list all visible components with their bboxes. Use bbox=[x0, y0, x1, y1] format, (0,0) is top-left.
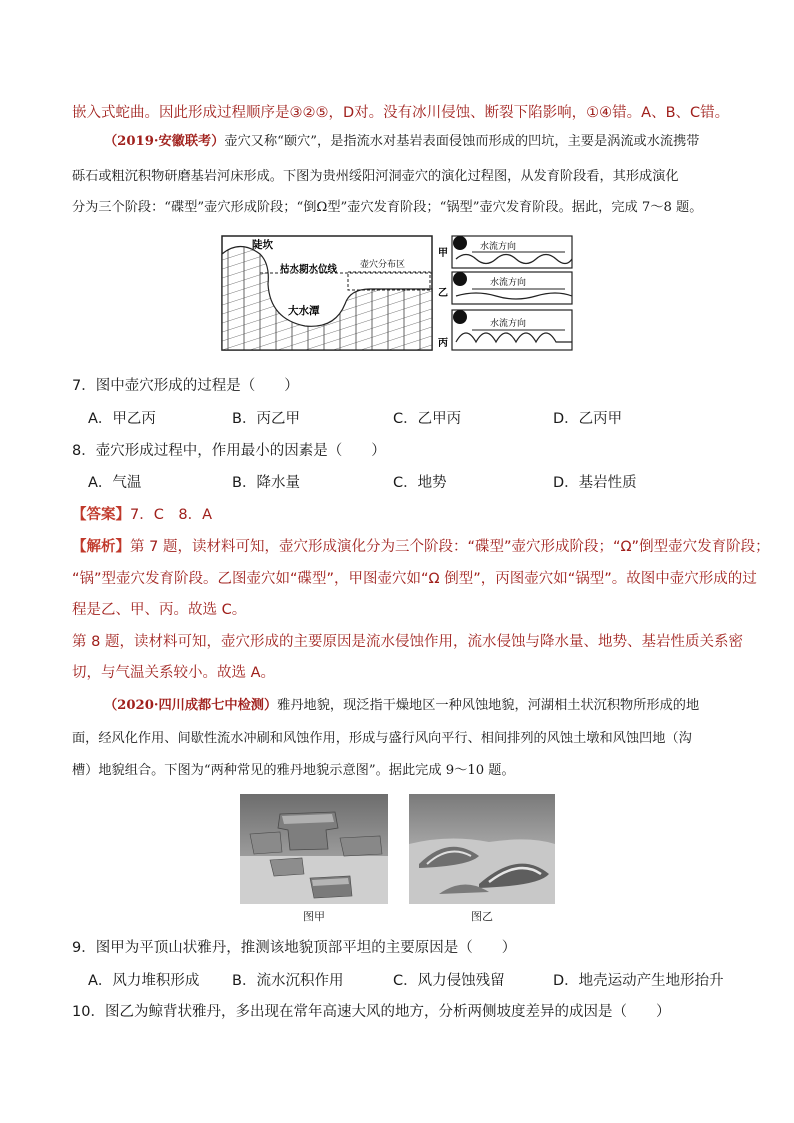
q8-stem: 8．壶穴形成过程中，作用最小的因素是（ ） bbox=[72, 443, 386, 459]
label-pool: 大水潭 bbox=[288, 305, 320, 317]
q8-option-b: B．降水量 bbox=[232, 475, 300, 491]
q7-option-b: B．丙乙甲 bbox=[232, 411, 300, 427]
q9-stem: 9．图甲为平顶山状雅丹，推测该地貌顶部平坦的主要原因是（ ） bbox=[72, 940, 517, 956]
caption-figure-b: 图乙 bbox=[471, 910, 493, 923]
q7-option-a: A．甲乙丙 bbox=[88, 411, 156, 427]
analysis-line5: 切，与气温关系较小。故选 A。 bbox=[72, 665, 276, 681]
source-tag-2: （2020·四川成都七中检测） bbox=[104, 698, 278, 713]
q8-option-c: C．地势 bbox=[393, 475, 447, 491]
continued-explanation: 嵌入式蛇曲。因此形成过程顺序是③②⑤，D对。没有冰川侵蚀、断裂下陷影响，①④错。A、B、C错。 bbox=[72, 105, 730, 121]
q7-8-intro-line1: （2019·安徽联考）壶穴又称“颐穴”，是指流水对基岩表面侵蚀而形成的凹坑，主要是涡流或水流携带 bbox=[104, 134, 700, 149]
analysis-tag: 【解析】 bbox=[72, 539, 130, 555]
q8-option-a: A．气温 bbox=[88, 475, 142, 491]
analysis-line2: “锅”型壶穴发育阶段。乙图壶穴如“碟型”，甲图壶穴如“Ω 倒型”，丙图壶穴如“锅型”。故图中壶穴形成的过 bbox=[72, 571, 757, 587]
svg-text:甲: 甲 bbox=[438, 248, 448, 259]
q9-10-intro-line2: 面，经风化作用、间歇性流水冲刷和风蚀作用，形成与盛行风向平行、相间排列的风蚀土墩和风蚀凹地（沟 bbox=[72, 731, 692, 746]
svg-text:乙: 乙 bbox=[438, 288, 448, 299]
q7-stem: 7．图中壶穴形成的过程是（ ） bbox=[72, 378, 299, 394]
q8-option-d: D．基岩性质 bbox=[553, 475, 637, 491]
panel-yi bbox=[438, 272, 572, 304]
svg-text:水流方向: 水流方向 bbox=[490, 319, 527, 329]
source-tag: （2019·安徽联考） bbox=[104, 134, 225, 149]
analysis-line1: 【解析】第 7 题，读材料可知，壶穴形成演化分为三个阶段：“碟型”壶穴形成阶段；“Ω”倒型壶穴发育阶段； bbox=[72, 539, 770, 555]
answer-text: 7．C 8．A bbox=[130, 507, 212, 523]
answer-tag: 【答案】 bbox=[72, 507, 130, 523]
q9-option-b: B．流水沉积作用 bbox=[232, 973, 344, 989]
q7-8-intro-line2: 砾石或粗沉积物研磨基岩河床形成。下图为贵州绥阳河洞壶穴的演化过程图，从发育阶段看，其形成演化 bbox=[72, 169, 679, 184]
q10-stem: 10．图乙为鲸背状雅丹，多出现在常年高速大风的地方，分析两侧坡度差异的成因是（ ） bbox=[72, 1004, 671, 1020]
yardang-image-b bbox=[409, 794, 555, 904]
panel-bing bbox=[438, 310, 572, 350]
q9-10-intro-line1: （2020·四川成都七中检测）雅丹地貌，现泛指干燥地区一种风蚀地貌，河湖相土状沉积物所形成的地 bbox=[104, 698, 700, 713]
q7-option-c: C．乙甲丙 bbox=[393, 411, 462, 427]
panel-jia bbox=[438, 236, 572, 268]
yardang-image-a bbox=[240, 794, 388, 904]
caption-figure-a: 图甲 bbox=[303, 910, 325, 923]
label-cliff: 陡坎 bbox=[252, 239, 273, 251]
q9-10-intro-line3: 槽）地貌组合。下图为“两种常见的雅丹地貌示意图”。据此完成 9～10 题。 bbox=[72, 763, 515, 778]
q9-option-d: D．地壳运动产生地形抬升 bbox=[553, 973, 724, 989]
q7-8-intro-line3: 分为三个阶段：“碟型”壶穴形成阶段；“倒Ω型”壶穴发育阶段；“锅型”壶穴发育阶段。据此，完成 7～8 题。 bbox=[72, 200, 703, 215]
q7-option-d: D．乙丙甲 bbox=[553, 411, 623, 427]
analysis-line4: 第 8 题，读材料可知，壶穴形成的主要原因是流水侵蚀作用，流水侵蚀与降水量、地势、基岩性质关系密 bbox=[72, 634, 743, 650]
q9-option-c: C．风力侵蚀残留 bbox=[393, 973, 505, 989]
label-pothole-area: 壶穴分布区 bbox=[360, 260, 406, 270]
svg-text:丙: 丙 bbox=[438, 338, 448, 349]
svg-text:水流方向: 水流方向 bbox=[480, 242, 517, 252]
svg-text:水流方向: 水流方向 bbox=[490, 278, 527, 288]
analysis-line3: 程是乙、甲、丙。故选 C。 bbox=[72, 602, 247, 618]
pothole-evolution-figure bbox=[220, 234, 575, 354]
q9-option-a: A．风力堆积形成 bbox=[88, 973, 200, 989]
label-waterline: 枯水期水位线 bbox=[280, 264, 338, 275]
answer-line bbox=[72, 505, 212, 525]
